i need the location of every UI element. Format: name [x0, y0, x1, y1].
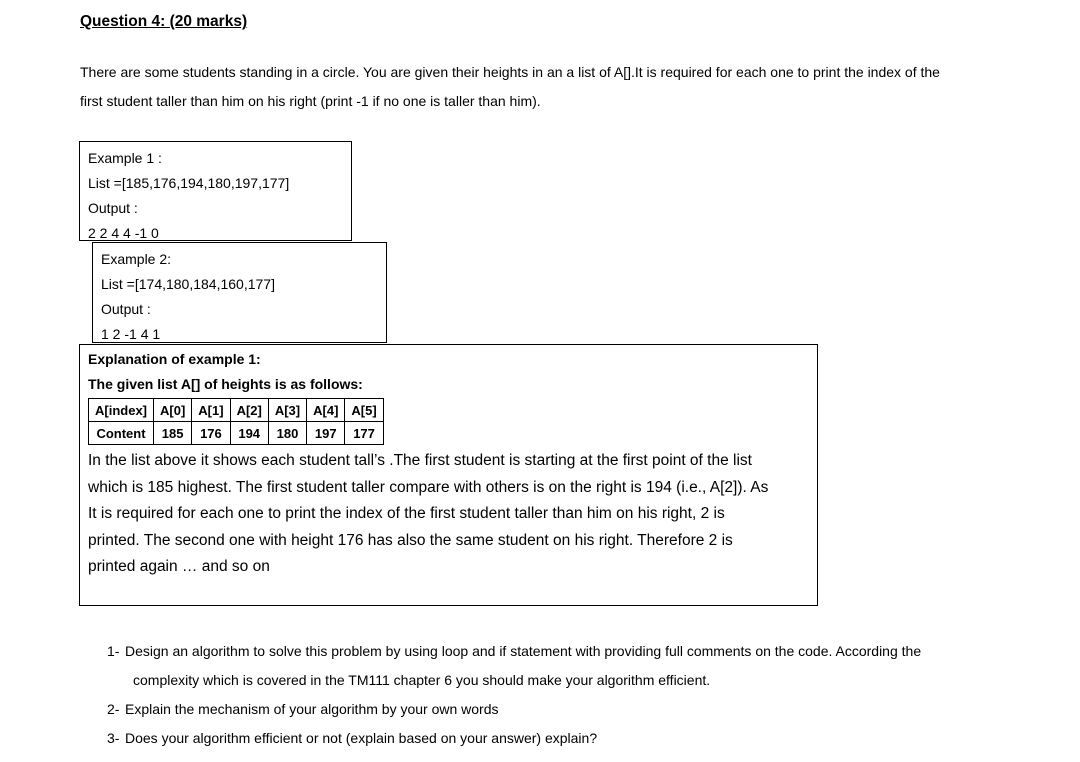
task-text-continued: complexity which is covered in the TM111 chapter 6 you should make your algorithm efficient.	[133, 672, 711, 688]
explanation-heading: Explanation of example 1:	[88, 351, 261, 367]
explanation-paragraph	[88, 448, 808, 581]
table-header-cell: A[index]	[89, 399, 154, 422]
example-2-output-label: Output :	[101, 301, 151, 317]
table-header-cell: A[3]	[268, 399, 306, 422]
task-number: 2-	[107, 701, 120, 717]
question-intro	[80, 58, 1010, 116]
example-1-output: 2 2 4 4 -1 0	[88, 225, 159, 241]
example-2-box	[92, 242, 387, 343]
example-2-output: 1 2 -1 4 1	[101, 326, 161, 342]
table-cell: 185	[154, 422, 192, 445]
example-1-list: List =[185,176,194,180,197,177]	[88, 175, 290, 191]
example-1-output-label: Output :	[88, 200, 138, 216]
heights-table	[88, 398, 384, 445]
table-header-cell: A[5]	[345, 399, 383, 422]
table-row	[89, 422, 384, 445]
paragraph-line: printed. The second one with height 176 has also the same student on his right. Therefore 2 is	[88, 531, 733, 549]
example-1-heading: Example 1 :	[88, 150, 162, 166]
task-number: 1-	[107, 643, 120, 659]
intro-line: There are some students standing in a circle. You are given their heights in an a list of A[].It is required for each one to print the index of the	[80, 64, 940, 80]
task-item-3	[107, 724, 1007, 753]
explanation-subheading: The given list A[] of heights is as follows:	[88, 376, 363, 392]
paragraph-line: which is 185 highest. The first student taller compare with others is on the right is 194 (i.e., A[2]). As	[88, 478, 769, 496]
question-title: Question 4: (20 marks)	[80, 13, 248, 30]
table-cell: Content	[89, 422, 154, 445]
example-2-heading: Example 2:	[101, 251, 172, 267]
explanation-box	[79, 344, 818, 606]
example-1-box	[79, 141, 352, 241]
task-item-2	[107, 695, 1007, 724]
table-header-cell: A[4]	[307, 399, 345, 422]
paragraph-line: printed again … and so on	[88, 558, 270, 575]
task-text: Does your algorithm efficient or not (explain based on your answer) explain?	[125, 730, 598, 746]
task-list	[107, 637, 1007, 753]
table-header-cell: A[2]	[230, 399, 268, 422]
table-header-cell: A[0]	[154, 399, 192, 422]
table-cell: 197	[307, 422, 345, 445]
task-item-1	[107, 637, 1007, 666]
paragraph-line: It is required for each one to print the index of the first student taller than him on his right, 2 is	[88, 505, 725, 522]
task-number: 3-	[107, 730, 120, 746]
table-cell: 180	[268, 422, 306, 445]
table-cell: 194	[230, 422, 268, 445]
intro-line: first student taller than him on his right (print -1 if no one is taller than him).	[80, 93, 541, 109]
task-text: Explain the mechanism of your algorithm by your own words	[125, 701, 499, 717]
table-header-cell: A[1]	[192, 399, 230, 422]
task-text: Design an algorithm to solve this problem by using loop and if statement with providing full comments on the code. According the	[125, 643, 922, 659]
paragraph-line: In the list above it shows each student tall’s .The first student is starting at the first point of the list	[88, 452, 752, 469]
table-cell: 176	[192, 422, 230, 445]
table-cell: 177	[345, 422, 383, 445]
table-header-row	[89, 399, 384, 422]
example-2-list: List =[174,180,184,160,177]	[101, 276, 275, 292]
